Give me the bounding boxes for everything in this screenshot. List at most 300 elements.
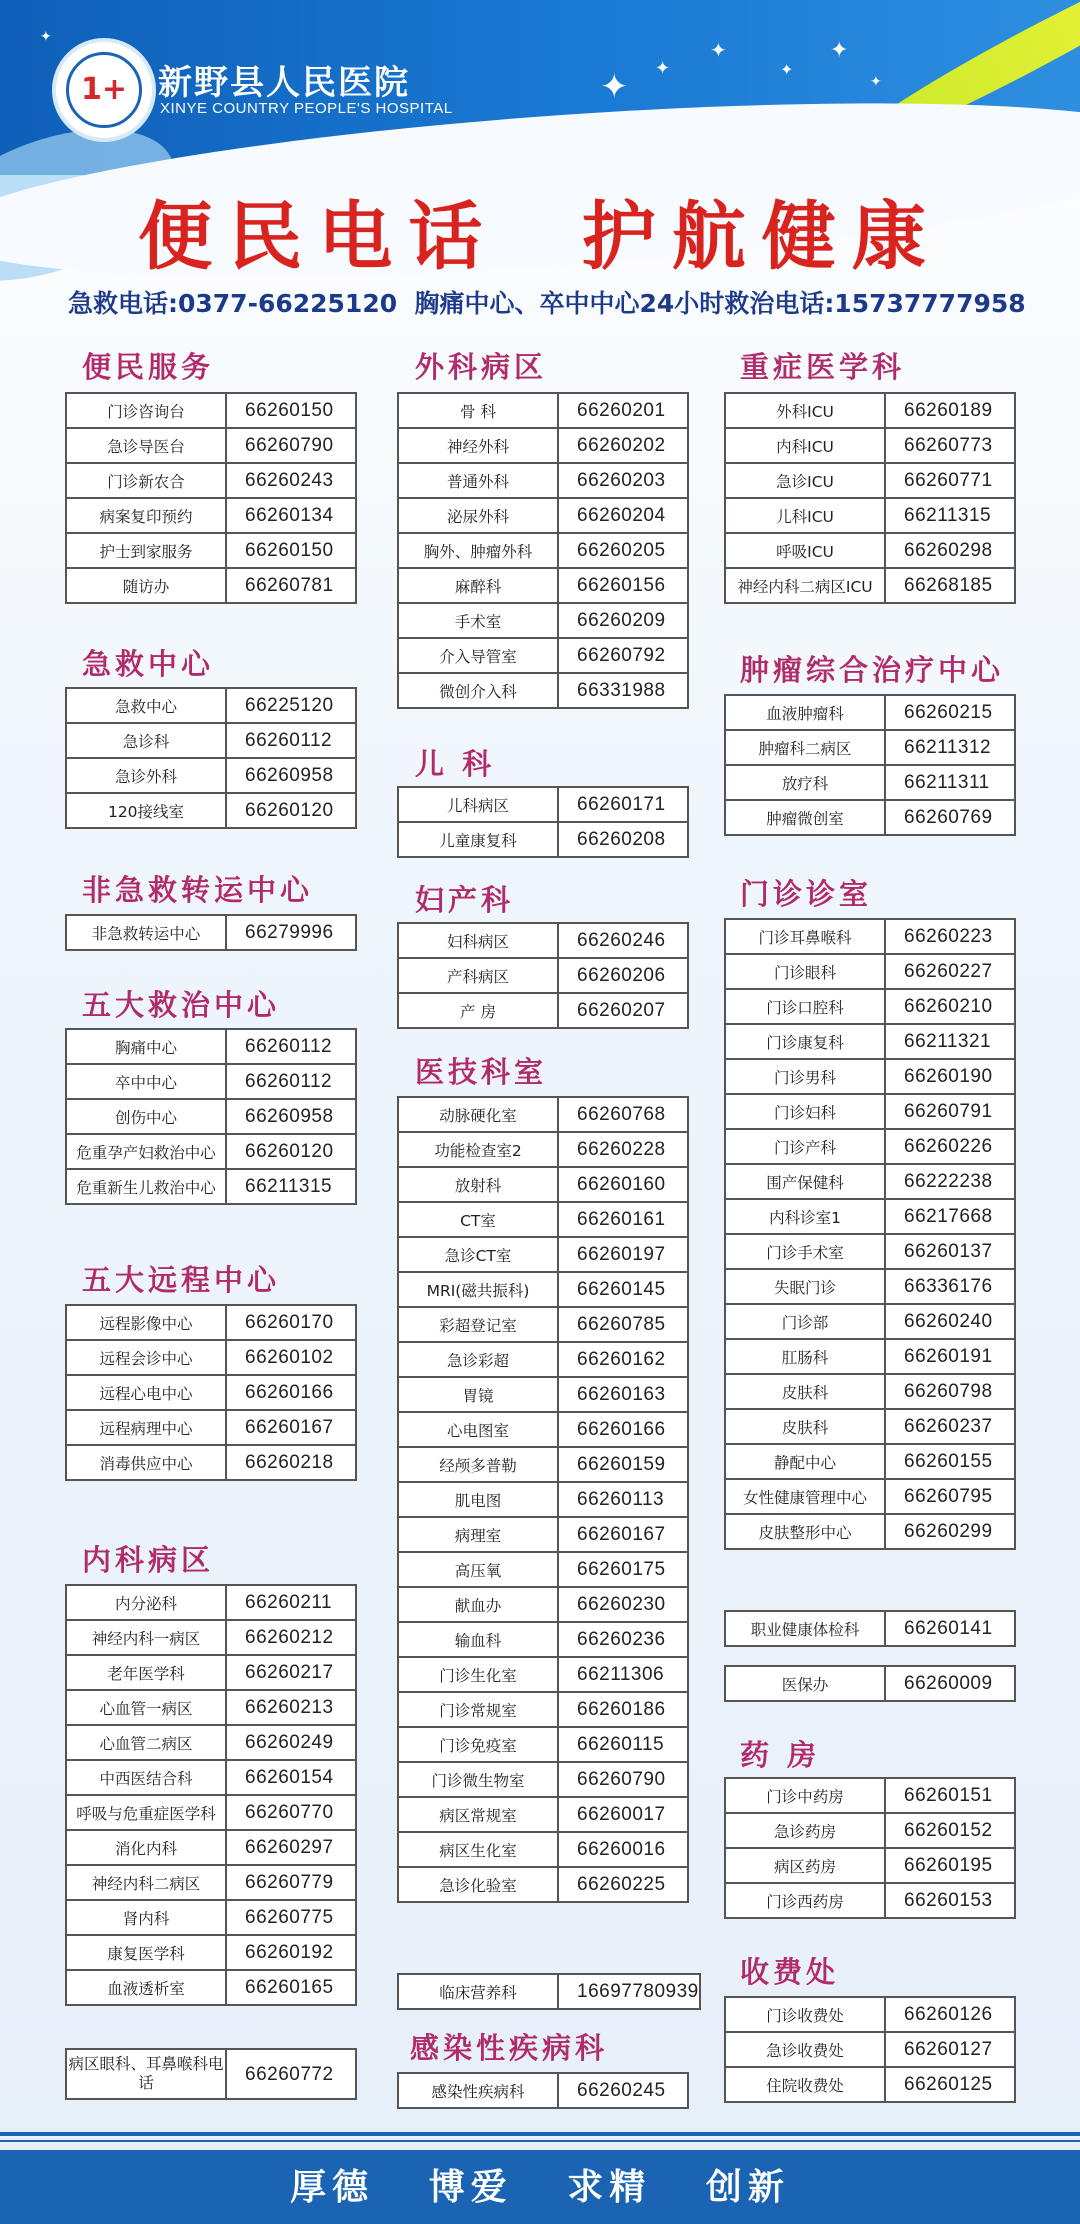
table-row — [66, 463, 356, 498]
phone-table — [65, 1304, 357, 1481]
phone-number: 66260150 — [226, 393, 356, 428]
table-row — [398, 638, 688, 673]
phone-number: 66211315 — [885, 498, 1015, 533]
table-row — [398, 2073, 688, 2108]
department-name: CT室 — [398, 1202, 558, 1237]
department-name: 住院收费处 — [725, 2067, 885, 2102]
table-row — [66, 915, 356, 950]
table-row — [725, 765, 1015, 800]
table-row — [66, 1760, 356, 1795]
table-row — [725, 730, 1015, 765]
sparkle-icon: ✦ — [600, 67, 629, 107]
table-row — [725, 1813, 1015, 1848]
phone-number: 66225120 — [226, 688, 356, 723]
department-name: 皮肤整形中心 — [725, 1514, 885, 1549]
department-name: 消毒供应中心 — [66, 1445, 226, 1480]
table-row — [66, 1410, 356, 1445]
phone-table — [724, 694, 1016, 836]
department-name: 病案复印预约 — [66, 498, 226, 533]
hospital-logo: 1+ — [52, 38, 156, 142]
phone-number: 66260126 — [885, 1997, 1015, 2032]
table-row — [398, 1832, 688, 1867]
table-row — [398, 1202, 688, 1237]
department-name: 远程心电中心 — [66, 1375, 226, 1410]
table-row — [66, 1655, 356, 1690]
phone-table — [397, 922, 689, 1029]
table-row — [398, 1692, 688, 1727]
table-row — [66, 1620, 356, 1655]
phone-number: 66260769 — [885, 800, 1015, 835]
department-name: 病理室 — [398, 1517, 558, 1552]
phone-table — [724, 1996, 1016, 2103]
department-name: 病区药房 — [725, 1848, 885, 1883]
department-name: 门诊康复科 — [725, 1024, 885, 1059]
motto-word: 创新 — [705, 2166, 790, 2208]
department-name: 急诊科 — [66, 723, 226, 758]
phone-number: 66260204 — [558, 498, 688, 533]
department-name: 急诊彩超 — [398, 1342, 558, 1377]
table-row — [725, 1094, 1015, 1129]
phone-number: 66260166 — [558, 1412, 688, 1447]
department-name: 远程会诊中心 — [66, 1340, 226, 1375]
phone-number: 66211321 — [885, 1024, 1015, 1059]
section-title: 儿 科 — [415, 747, 496, 781]
table-row — [66, 1305, 356, 1340]
hospital-name-en: XINYE COUNTRY PEOPLE'S HOSPITAL — [160, 100, 453, 117]
table-row — [398, 1974, 700, 2009]
table-row — [398, 568, 688, 603]
table-row — [398, 1867, 688, 1902]
table-row — [66, 1375, 356, 1410]
phone-number: 66260201 — [558, 393, 688, 428]
phone-number: 66260206 — [558, 958, 688, 993]
phone-number: 66211311 — [885, 765, 1015, 800]
department-name: 门诊妇科 — [725, 1094, 885, 1129]
phone-number: 66260171 — [558, 787, 688, 822]
table-row — [398, 1622, 688, 1657]
table-row — [398, 1517, 688, 1552]
table-row — [398, 1377, 688, 1412]
table-row — [66, 1725, 356, 1760]
department-name: 门诊部 — [725, 1304, 885, 1339]
table-row — [66, 1029, 356, 1064]
section-title: 急救中心 — [82, 647, 215, 681]
department-name: 门诊中药房 — [725, 1778, 885, 1813]
table-row — [66, 1169, 356, 1204]
phone-number: 66222238 — [885, 1164, 1015, 1199]
phone-number: 66260223 — [885, 919, 1015, 954]
section-title: 非急救转运中心 — [82, 873, 314, 907]
phone-number: 66260161 — [558, 1202, 688, 1237]
phone-number: 66260163 — [558, 1377, 688, 1412]
table-row — [66, 2049, 356, 2099]
section-title: 妇产科 — [415, 883, 515, 917]
department-name: 外科ICU — [725, 393, 885, 428]
table-row — [725, 1199, 1015, 1234]
department-name: 彩超登记室 — [398, 1307, 558, 1342]
table-row — [725, 1479, 1015, 1514]
department-name: 急诊导医台 — [66, 428, 226, 463]
phone-number: 66260197 — [558, 1237, 688, 1272]
department-name: 门诊生化室 — [398, 1657, 558, 1692]
phone-number: 66260245 — [558, 2073, 688, 2108]
phone-number: 66260771 — [885, 463, 1015, 498]
department-name: 骨 科 — [398, 393, 558, 428]
department-name: 血液透析室 — [66, 1970, 226, 2005]
phone-number: 66260791 — [885, 1094, 1015, 1129]
department-name: 内科诊室1 — [725, 1199, 885, 1234]
phone-number: 66260227 — [885, 954, 1015, 989]
table-row — [398, 1447, 688, 1482]
phone-number: 66260790 — [226, 428, 356, 463]
department-name: 产 房 — [398, 993, 558, 1028]
phone-number: 66260228 — [558, 1132, 688, 1167]
phone-number: 66260112 — [226, 723, 356, 758]
phone-number: 66260243 — [226, 463, 356, 498]
phone-number: 66260016 — [558, 1832, 688, 1867]
phone-number: 66260134 — [226, 498, 356, 533]
department-name: 妇科病区 — [398, 923, 558, 958]
motto-word: 厚德 — [290, 2166, 375, 2208]
phone-table — [724, 918, 1016, 1550]
department-name: 神经内科一病区 — [66, 1620, 226, 1655]
department-name: 手术室 — [398, 603, 558, 638]
phone-number: 66260237 — [885, 1409, 1015, 1444]
department-name: 门诊耳鼻喉科 — [725, 919, 885, 954]
phone-number: 66260790 — [558, 1762, 688, 1797]
phone-number: 66260191 — [885, 1339, 1015, 1374]
table-row — [725, 1997, 1015, 2032]
sparkle-icon: ✦ — [655, 58, 671, 79]
department-name: 肿瘤科二病区 — [725, 730, 885, 765]
phone-number: 66260768 — [558, 1097, 688, 1132]
phone-number: 66260225 — [558, 1867, 688, 1902]
table-row — [725, 1374, 1015, 1409]
department-name: 创伤中心 — [66, 1099, 226, 1134]
phone-number: 66260958 — [226, 1099, 356, 1134]
department-name: 儿科病区 — [398, 787, 558, 822]
department-name: 卒中中心 — [66, 1064, 226, 1099]
phone-number: 66260240 — [885, 1304, 1015, 1339]
phone-number: 16697780939 — [558, 1974, 700, 2009]
table-row — [725, 533, 1015, 568]
table-row — [66, 1795, 356, 1830]
department-name: 康复医学科 — [66, 1935, 226, 1970]
department-name: 肌电图 — [398, 1482, 558, 1517]
phone-number: 66260155 — [885, 1444, 1015, 1479]
department-name: 危重新生儿救治中心 — [66, 1169, 226, 1204]
table-row — [398, 1342, 688, 1377]
phone-number: 66260190 — [885, 1059, 1015, 1094]
table-row — [398, 822, 688, 857]
department-name: 神经内科二病区 — [66, 1865, 226, 1900]
department-name: 门诊手术室 — [725, 1234, 885, 1269]
phone-number: 66260230 — [558, 1587, 688, 1622]
phone-number: 66260299 — [885, 1514, 1015, 1549]
department-name: 门诊西药房 — [725, 1883, 885, 1918]
phone-table — [724, 1665, 1016, 1702]
department-name: 职业健康体检科 — [725, 1611, 885, 1646]
phone-number: 66260297 — [226, 1830, 356, 1865]
department-name: 微创介入科 — [398, 673, 558, 708]
table-row — [398, 428, 688, 463]
phone-number: 66260210 — [885, 989, 1015, 1024]
department-name: 肿瘤微创室 — [725, 800, 885, 835]
department-name: 老年医学科 — [66, 1655, 226, 1690]
phone-table — [397, 392, 689, 709]
section-title: 五大远程中心 — [82, 1263, 281, 1297]
table-row — [398, 533, 688, 568]
table-row — [66, 1099, 356, 1134]
phone-number: 66260209 — [558, 603, 688, 638]
phone-number: 66336176 — [885, 1269, 1015, 1304]
table-row — [66, 1340, 356, 1375]
department-name: 病区眼科、耳鼻喉科电话 — [66, 2049, 226, 2099]
phone-number: 66260770 — [226, 1795, 356, 1830]
department-name: 动脉硬化室 — [398, 1097, 558, 1132]
department-name: 胸痛中心 — [66, 1029, 226, 1064]
phone-number: 66260775 — [226, 1900, 356, 1935]
phone-table — [65, 392, 357, 604]
phone-number: 66260120 — [226, 793, 356, 828]
phone-number: 66260205 — [558, 533, 688, 568]
table-row — [398, 393, 688, 428]
table-row — [66, 1134, 356, 1169]
section-title: 五大救治中心 — [82, 988, 281, 1022]
department-name: 介入导管室 — [398, 638, 558, 673]
phone-number: 66260186 — [558, 1692, 688, 1727]
department-name: 门诊男科 — [725, 1059, 885, 1094]
department-name: 急诊药房 — [725, 1813, 885, 1848]
department-name: 女性健康管理中心 — [725, 1479, 885, 1514]
department-name: 医保办 — [725, 1666, 885, 1701]
phone-number: 66260785 — [558, 1307, 688, 1342]
phone-number: 66260150 — [226, 533, 356, 568]
department-name: 功能检查室2 — [398, 1132, 558, 1167]
footer-divider — [0, 2140, 1080, 2142]
phone-number: 66260170 — [226, 1305, 356, 1340]
motto-word: 求精 — [567, 2166, 652, 2208]
department-name: 麻醉科 — [398, 568, 558, 603]
motto-word: 博爱 — [428, 2166, 513, 2208]
table-row — [725, 1129, 1015, 1164]
table-row — [398, 1272, 688, 1307]
department-name: 泌尿外科 — [398, 498, 558, 533]
department-name: 胸外、肿瘤外科 — [398, 533, 558, 568]
phone-number: 66279996 — [226, 915, 356, 950]
department-name: 急诊ICU — [725, 463, 885, 498]
phone-number: 66260112 — [226, 1064, 356, 1099]
phone-number: 66260156 — [558, 568, 688, 603]
department-name: 呼吸ICU — [725, 533, 885, 568]
phone-number: 66260017 — [558, 1797, 688, 1832]
table-row — [66, 688, 356, 723]
emergency-hotline: 急救电话:0377-66225120 胸痛中心、卒中中心24小时救治电话:15737777958 — [68, 289, 1026, 318]
department-name: 门诊新农合 — [66, 463, 226, 498]
department-name: 门诊微生物室 — [398, 1762, 558, 1797]
department-name: 输血科 — [398, 1622, 558, 1657]
table-row — [398, 1657, 688, 1692]
table-row — [66, 1690, 356, 1725]
department-name: 神经外科 — [398, 428, 558, 463]
phone-number: 66260112 — [226, 1029, 356, 1064]
department-name: 儿科ICU — [725, 498, 885, 533]
phone-number: 66260795 — [885, 1479, 1015, 1514]
table-row — [66, 1865, 356, 1900]
phone-number: 66260127 — [885, 2032, 1015, 2067]
department-name: 高压氧 — [398, 1552, 558, 1587]
phone-number: 66260153 — [885, 1883, 1015, 1918]
table-row — [398, 463, 688, 498]
phone-table — [397, 1096, 689, 1903]
phone-number: 66260781 — [226, 568, 356, 603]
table-row — [398, 1762, 688, 1797]
department-name: 经颅多普勒 — [398, 1447, 558, 1482]
table-row — [66, 1830, 356, 1865]
table-row — [398, 498, 688, 533]
department-name: 随访办 — [66, 568, 226, 603]
table-row — [725, 2032, 1015, 2067]
department-name: 心血管一病区 — [66, 1690, 226, 1725]
phone-number: 66260779 — [226, 1865, 356, 1900]
department-name: 急救中心 — [66, 688, 226, 723]
department-name: 围产保健科 — [725, 1164, 885, 1199]
table-row — [398, 787, 688, 822]
footer-motto — [0, 2150, 1080, 2224]
phone-number: 66260160 — [558, 1167, 688, 1202]
table-row — [66, 568, 356, 603]
phone-number: 66211306 — [558, 1657, 688, 1692]
table-row — [725, 463, 1015, 498]
department-name: 心电图室 — [398, 1412, 558, 1447]
phone-table — [724, 1610, 1016, 1647]
table-row — [725, 1778, 1015, 1813]
phone-number: 66260792 — [558, 638, 688, 673]
table-row — [725, 1024, 1015, 1059]
phone-table — [65, 1584, 357, 2006]
department-name: 门诊口腔科 — [725, 989, 885, 1024]
phone-number: 66331988 — [558, 673, 688, 708]
table-row — [66, 758, 356, 793]
table-row — [725, 1444, 1015, 1479]
table-row — [725, 695, 1015, 730]
sparkle-icon: ✦ — [780, 60, 794, 79]
section-title: 医技科室 — [415, 1055, 548, 1089]
department-name: 病区常规室 — [398, 1797, 558, 1832]
table-row — [398, 1237, 688, 1272]
sparkle-icon: ✦ — [830, 38, 849, 63]
table-row — [725, 989, 1015, 1024]
table-row — [725, 498, 1015, 533]
table-row — [398, 1132, 688, 1167]
department-name: 内科ICU — [725, 428, 885, 463]
department-name: 门诊产科 — [725, 1129, 885, 1164]
table-row — [66, 1900, 356, 1935]
phone-number: 66260154 — [226, 1760, 356, 1795]
phone-number: 66260192 — [226, 1935, 356, 1970]
phone-number: 66260215 — [885, 695, 1015, 730]
department-name: 内分泌科 — [66, 1585, 226, 1620]
table-row — [398, 1552, 688, 1587]
table-row — [725, 1234, 1015, 1269]
section-title: 收费处 — [740, 1955, 840, 1989]
table-row — [725, 428, 1015, 463]
table-row — [66, 1585, 356, 1620]
phone-number: 66260125 — [885, 2067, 1015, 2102]
table-row — [398, 603, 688, 638]
department-name: 远程影像中心 — [66, 1305, 226, 1340]
table-row — [398, 1097, 688, 1132]
table-row — [398, 673, 688, 708]
table-row — [725, 1059, 1015, 1094]
table-row — [725, 1304, 1015, 1339]
phone-number: 66260958 — [226, 758, 356, 793]
table-row — [66, 533, 356, 568]
department-name: 肛肠科 — [725, 1339, 885, 1374]
table-row — [398, 1482, 688, 1517]
table-row — [398, 993, 688, 1028]
phone-number: 66217668 — [885, 1199, 1015, 1234]
department-name: 远程病理中心 — [66, 1410, 226, 1445]
department-name: 放疗科 — [725, 765, 885, 800]
department-name: 血液肿瘤科 — [725, 695, 885, 730]
department-name: 临床营养科 — [398, 1974, 558, 2009]
department-name: 消化内科 — [66, 1830, 226, 1865]
phone-number: 66260298 — [885, 533, 1015, 568]
section-title: 外科病区 — [415, 350, 548, 384]
section-title: 重症医学科 — [740, 350, 906, 384]
footer-divider — [0, 2132, 1080, 2136]
phone-number: 66260141 — [885, 1611, 1015, 1646]
phone-number: 66211315 — [226, 1169, 356, 1204]
phone-number: 66260195 — [885, 1848, 1015, 1883]
department-name: 急诊化验室 — [398, 1867, 558, 1902]
table-row — [66, 1064, 356, 1099]
phone-number: 66260236 — [558, 1622, 688, 1657]
table-row — [725, 1339, 1015, 1374]
department-name: 急诊CT室 — [398, 1237, 558, 1272]
table-row — [66, 1445, 356, 1480]
department-name: 胃镜 — [398, 1377, 558, 1412]
table-row — [725, 1611, 1015, 1646]
department-name: 产科病区 — [398, 958, 558, 993]
phone-number: 66260159 — [558, 1447, 688, 1482]
department-name: 120接线室 — [66, 793, 226, 828]
table-row — [725, 1848, 1015, 1883]
table-row — [725, 1883, 1015, 1918]
department-name: 非急救转运中心 — [66, 915, 226, 950]
phone-number: 66260167 — [558, 1517, 688, 1552]
phone-number: 66260249 — [226, 1725, 356, 1760]
phone-number: 66260798 — [885, 1374, 1015, 1409]
phone-table — [724, 392, 1016, 604]
phone-number: 66260217 — [226, 1655, 356, 1690]
sparkle-icon: ✦ — [40, 29, 52, 45]
table-row — [398, 1727, 688, 1762]
phone-number: 66260226 — [885, 1129, 1015, 1164]
department-name: 门诊眼科 — [725, 954, 885, 989]
department-name: 急诊收费处 — [725, 2032, 885, 2067]
table-row — [66, 723, 356, 758]
department-name: 普通外科 — [398, 463, 558, 498]
table-row — [398, 958, 688, 993]
phone-number: 66260166 — [226, 1375, 356, 1410]
phone-number: 66260175 — [558, 1552, 688, 1587]
department-name: 儿童康复科 — [398, 822, 558, 857]
phone-table — [65, 914, 357, 951]
department-name: 急诊外科 — [66, 758, 226, 793]
department-name: 放射科 — [398, 1167, 558, 1202]
